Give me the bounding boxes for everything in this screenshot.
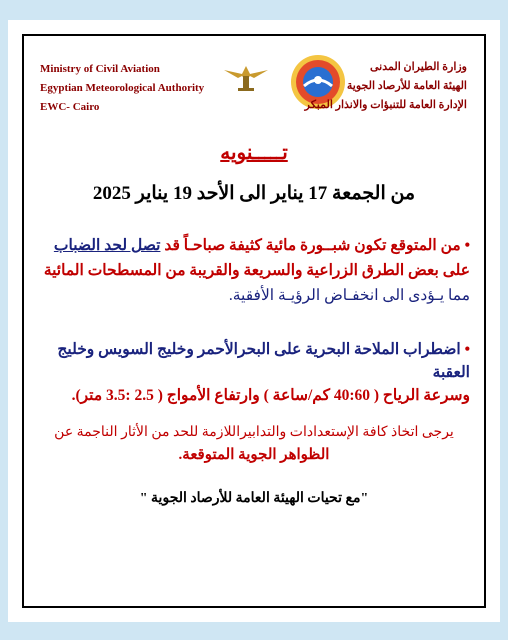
bullet-icon: • bbox=[460, 237, 470, 254]
department-name-ar: الإدارة العامة للتنبؤات والانذار المبكر bbox=[304, 99, 467, 111]
precaution-note bbox=[38, 422, 470, 466]
authority-name-ar: الهيئة العامة للأرصاد الجوية bbox=[346, 80, 467, 92]
fog-text-part3: مما يـؤدى الى انخفـاض الرؤيـة الأفقية. bbox=[228, 287, 470, 304]
fog-warning-bullet bbox=[32, 233, 470, 308]
authority-name-en: Egyptian Meteorological Authority bbox=[40, 82, 205, 94]
date-range: من الجمعة 17 يناير الى الأحد 19 يناير 2025 bbox=[92, 183, 416, 204]
note-line2: الظواهر الجوية المتوقعة. bbox=[178, 447, 330, 463]
fog-text-part1: من المتوقع تكون شبــورة مائية كثيفة صباحـاً قد bbox=[160, 237, 461, 254]
arabic-header bbox=[297, 58, 467, 115]
ministry-name-en: Ministry of Civil Aviation bbox=[40, 63, 160, 75]
fog-text-part2: على بعض الطرق الزراعية والسريعة والقريبة من المسطحات المائية bbox=[43, 262, 470, 279]
marine-text-part2: وسرعة الرياح ( 40:60 كم/ساعة ) وارتفاع الأمواج ( 2.5 :3.5 متر). bbox=[71, 387, 470, 404]
note-line1: يرجى اتخاذ كافة الإستعدادات والتدابيراللازمة للحد من الأثار الناجمة عن bbox=[54, 425, 454, 440]
civil-aviation-eagle-logo bbox=[220, 56, 272, 96]
center-name-en: EWC- Cairo bbox=[40, 101, 100, 113]
closing-greeting: "مع تحيات الهيئة العامة للأرصاد الجوية " bbox=[139, 491, 369, 506]
notice-page bbox=[8, 20, 500, 622]
notice-title: تـــــنويه bbox=[220, 142, 288, 164]
fog-text-underlined: تصل لحد الضباب bbox=[53, 237, 161, 254]
english-header bbox=[40, 60, 230, 117]
bullet-icon: • bbox=[460, 341, 470, 358]
marine-text-part1: اضطراب الملاحة البحرية على البحرالأحمر وخليج السويس وخليج العقبة bbox=[57, 341, 470, 381]
ministry-name-ar: وزارة الطيران المدنى bbox=[370, 61, 467, 73]
page-border bbox=[22, 34, 486, 608]
marine-warning-bullet bbox=[32, 338, 470, 407]
